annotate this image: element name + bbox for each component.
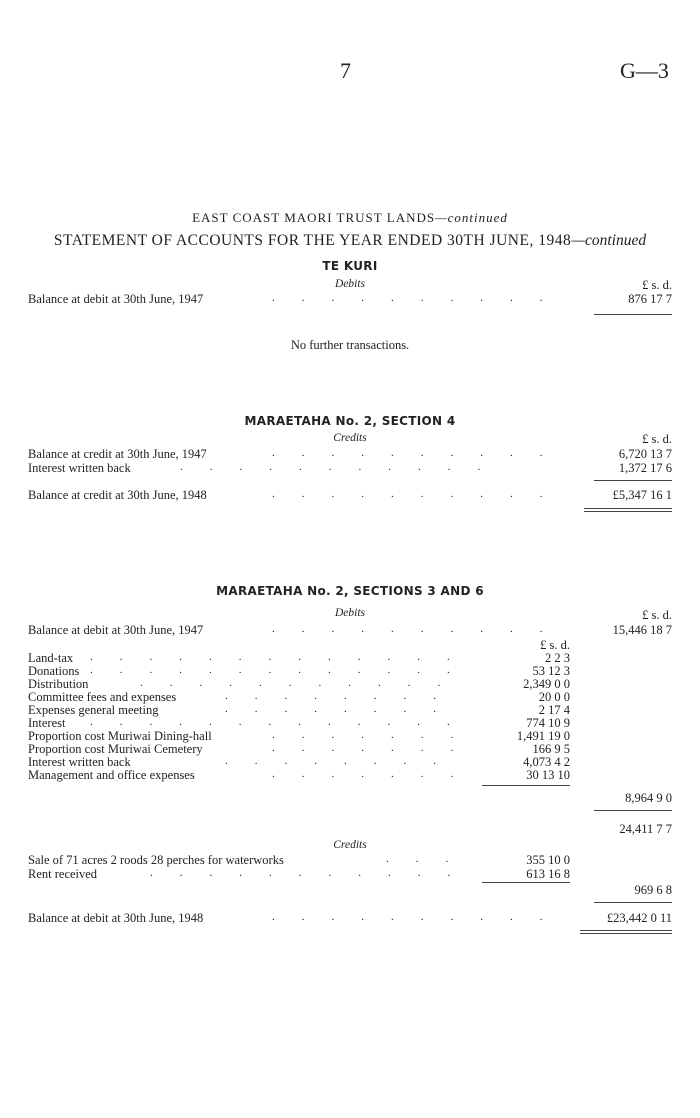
expense-item-amount: 1,491 19 0	[516, 729, 570, 743]
maraetaha-s36-opening-amount: 15,446 18 7	[612, 623, 672, 637]
leader-dots: ..........	[272, 447, 570, 459]
expense-item-label: Management and office expenses	[28, 768, 195, 782]
statement-text: STATEMENT OF ACCOUNTS FOR THE YEAR ENDED 30TH JUNE, 1948	[53, 232, 572, 249]
expense-item-label: Land-tax	[28, 651, 74, 665]
expense-item-label: Interest written back	[28, 755, 131, 769]
expense-item-amount: 20 0 0	[538, 690, 570, 704]
expense-item-label: Expenses general meeting	[28, 703, 159, 717]
maraetaha-s36-credits-subheading: Credits	[333, 839, 367, 851]
te-kuri-currency-header: £ s. d.	[642, 278, 672, 292]
maraetaha-s4-row-amount: 6,720 13 7	[618, 447, 672, 461]
document-title	[0, 210, 700, 226]
maraetaha-s36-credits-total: 969 6 8	[634, 883, 672, 897]
double-rule-top	[580, 930, 672, 931]
maraetaha-s36-items-total: 8,964 9 0	[625, 791, 672, 805]
subtotal-rule	[594, 480, 672, 481]
leader-dots: ...........	[150, 867, 478, 879]
expense-item-label: Interest	[28, 716, 66, 730]
expense-item-label: Distribution	[28, 677, 89, 691]
te-kuri-row-label: Balance at debit at 30th June, 1947	[28, 292, 204, 306]
leader-dots: ...	[386, 853, 476, 865]
expense-item-amount: 30 13 10	[526, 768, 570, 782]
leader-dots: ........	[225, 755, 463, 767]
items-subtotal-rule	[482, 785, 570, 786]
leader-dots: ..........	[272, 488, 570, 500]
leader-dots: .......	[272, 729, 481, 741]
maraetaha-s36-closing-amount: £23,442 0 11	[606, 911, 672, 925]
leader-dots: ........	[225, 690, 463, 702]
double-rule-bottom	[580, 933, 672, 934]
credit-item-label: Rent received	[28, 867, 98, 881]
leader-dots: ...........	[180, 461, 508, 473]
statement-title	[0, 232, 700, 250]
grand-total-rule	[594, 810, 672, 811]
te-kuri-debits-subheading: Debits	[334, 278, 366, 290]
expense-item-label: Proportion cost Muriwai Cemetery	[28, 742, 203, 756]
expense-item-label: Committee fees and expenses	[28, 690, 177, 704]
credits-total-rule	[594, 902, 672, 903]
double-rule-bottom	[584, 511, 672, 512]
expense-item-label: Proportion cost Muriwai Dining-hall	[28, 729, 212, 743]
document-reference: G—3	[620, 58, 669, 83]
maraetaha-s4-closing-label: Balance at credit at 30th June, 1948	[28, 488, 207, 502]
leader-dots: .......	[272, 742, 481, 754]
maraetaha-s36-currency-header: £ s. d.	[642, 608, 672, 622]
page-number: 7	[340, 58, 351, 83]
maraetaha-s36-grand-total: 24,411 7 7	[619, 822, 672, 836]
expense-item-amount: 2 2 3	[545, 651, 570, 665]
maraetaha-s4-row-label: Balance at credit at 30th June, 1947	[28, 447, 207, 461]
credit-item-amount: 355 10 0	[526, 853, 570, 867]
expense-item-amount: 166 9 5	[532, 742, 570, 756]
expense-item-label: Donations	[28, 664, 80, 678]
maraetaha-s4-credits-subheading: Credits	[333, 432, 367, 444]
expense-item-amount: 774 10 9	[526, 716, 570, 730]
expense-item-amount: 2,349 0 0	[523, 677, 570, 691]
title-main: EAST COAST MAORI TRUST LANDS	[192, 210, 436, 225]
credits-subtotal-rule	[482, 882, 570, 883]
double-rule-top	[584, 508, 672, 509]
total-rule	[594, 314, 672, 315]
section-heading-maraetaha-s36: MARAETAHA No. 2, SECTIONS 3 AND 6	[216, 584, 484, 598]
leader-dots: ..........	[272, 911, 570, 923]
maraetaha-s4-row-amount: 1,372 17 6	[618, 461, 672, 475]
maraetaha-s4-row-label: Interest written back	[28, 461, 131, 475]
title-continued: —continued	[435, 210, 508, 225]
te-kuri-note: No further transactions.	[290, 338, 410, 352]
leader-dots: ..........	[272, 623, 570, 635]
expense-item-amount: 53 12 3	[532, 664, 570, 678]
leader-dots: ..........	[272, 292, 570, 304]
te-kuri-row-amount: 876 17 7	[628, 292, 672, 306]
credit-item-amount: 613 16 8	[526, 867, 570, 881]
maraetaha-s36-closing-label: Balance at debit at 30th June, 1948	[28, 911, 204, 925]
maraetaha-s36-opening-label: Balance at debit at 30th June, 1947	[28, 623, 204, 637]
leader-dots: ...........	[140, 677, 468, 689]
maraetaha-s36-debits-subheading: Debits	[334, 607, 366, 619]
section-heading-maraetaha-s4: MARAETAHA No. 2, SECTION 4	[244, 414, 456, 428]
leader-dots: .............	[90, 664, 477, 676]
credit-item-label: Sale of 71 acres 2 roods 28 perches for waterworks	[28, 853, 284, 867]
leader-dots: .......	[272, 768, 481, 780]
expense-item-amount: 4,073 4 2	[523, 755, 570, 769]
statement-continued: —continued	[571, 232, 647, 249]
maraetaha-s36-mid-currency-header: £ s. d.	[540, 638, 570, 652]
leader-dots: ........	[225, 703, 463, 715]
section-heading-te-kuri: TE KURI	[322, 259, 378, 273]
expense-item-amount: 2 17 4	[538, 703, 570, 717]
maraetaha-s4-currency-header: £ s. d.	[642, 432, 672, 446]
leader-dots: .............	[90, 651, 477, 663]
leader-dots: .............	[90, 716, 477, 728]
maraetaha-s4-closing-amount: £5,347 16 1	[612, 488, 672, 502]
